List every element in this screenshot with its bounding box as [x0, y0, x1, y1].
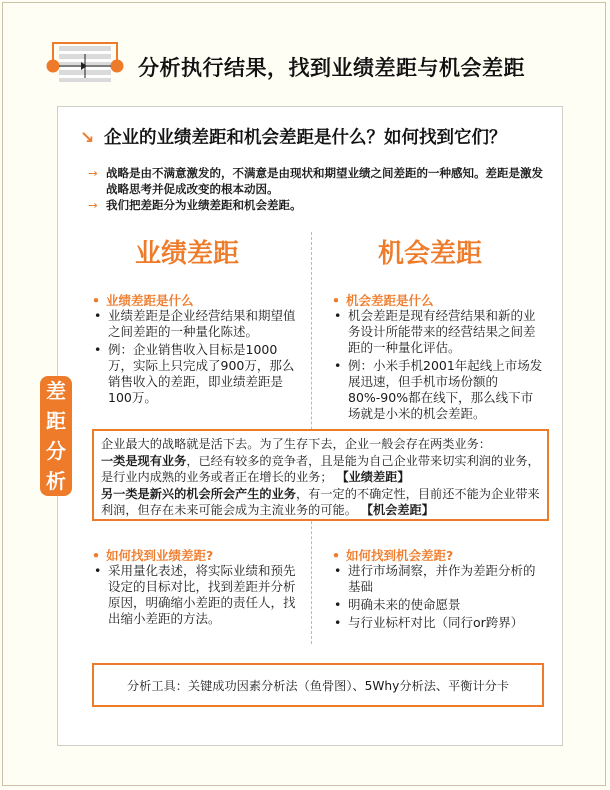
opportunity-gap-what-list: [332, 308, 544, 424]
opportunity-gap-what-title: • 机会差距是什么: [332, 293, 434, 308]
opportunity-gap-how-title: • 如何找到机会差距?: [332, 548, 454, 563]
intro-paragraph-1: → 战略是由不满意激发的，不满意是由现状和期望业绩之间差距的一种感知。差距是激发战略思考并促成改变的根本动因。: [88, 166, 543, 196]
list-item: • 业绩差距是企业经营结果和期望值之间差距的一种量化陈述。: [92, 308, 297, 340]
analysis-tools-box: 分析工具：关键成功因素分析法（鱼骨图）、5Why分析法、平衡计分卡: [92, 663, 544, 707]
performance-gap-how-title: • 如何找到业绩差距?: [92, 548, 214, 563]
intro-paragraph-2: → 我们把差距分为业绩差距和机会差距。: [88, 198, 302, 212]
arrow-right-icon: →: [88, 166, 98, 180]
process-arrow-icon: [45, 40, 125, 86]
list-item: • 例：企业销售收入目标是1000万，实际上只完成了900万，那么销售收入的差距，即业绩差距是100万。: [92, 342, 297, 406]
list-item: • 明确未来的使命愿景: [332, 597, 544, 613]
list-item: • 例：小米手机2001年起线上市场发展迅速，但手机市场份额的80%-90%都在线下，那么线下市场就是小米的机会差距。: [332, 358, 544, 422]
performance-gap-heading: 业绩差距: [135, 239, 240, 269]
opportunity-gap-how-list: [332, 563, 544, 633]
opportunity-gap-heading: 机会差距: [378, 239, 483, 269]
strategy-box: 企业最大的战略就是活下去。为了生存下去，企业一般会存在两类业务： 一类是现有业务，已经有较多的竞争者，且是能为自己企业带来切实利润的业务，是行业内成熟的业务或者正在增长的业务； 【业绩差距】 另一类是新兴的机会所会产生的业务，有一定的不确定性，目前还不能为企业带来利润，但存在未来可能会成为主流业务的可能。 【机会差距】: [92, 429, 549, 521]
performance-gap-what-list: [92, 308, 297, 408]
performance-gap-what-title: • 业绩差距是什么: [92, 293, 194, 308]
side-tab-gap-analysis: 差 距 分 析: [40, 376, 72, 496]
list-item: • 与行业标杆对比（同行or跨界）: [332, 615, 544, 631]
list-item: • 机会差距是现有经营结果和新的业务设计所能带来的经营结果之间差距的一种量化评估。: [332, 308, 544, 356]
list-item: • 采用量化表述，将实际业绩和预先设定的目标对比，找到差距并分析原因，明确缩小差距的责任人，找出缩小差距的方法。: [92, 563, 297, 627]
page-title: 分析执行结果，找到业绩差距与机会差距: [138, 56, 525, 80]
list-item: • 进行市场洞察，并作为差距分析的基础: [332, 563, 544, 595]
performance-gap-how-list: [92, 563, 297, 629]
question-title: 企业的业绩差距和机会差距是什么？如何找到它们？: [104, 128, 507, 148]
arrow-right-icon: →: [88, 198, 98, 212]
question-arrow-icon: ↘: [80, 128, 95, 148]
